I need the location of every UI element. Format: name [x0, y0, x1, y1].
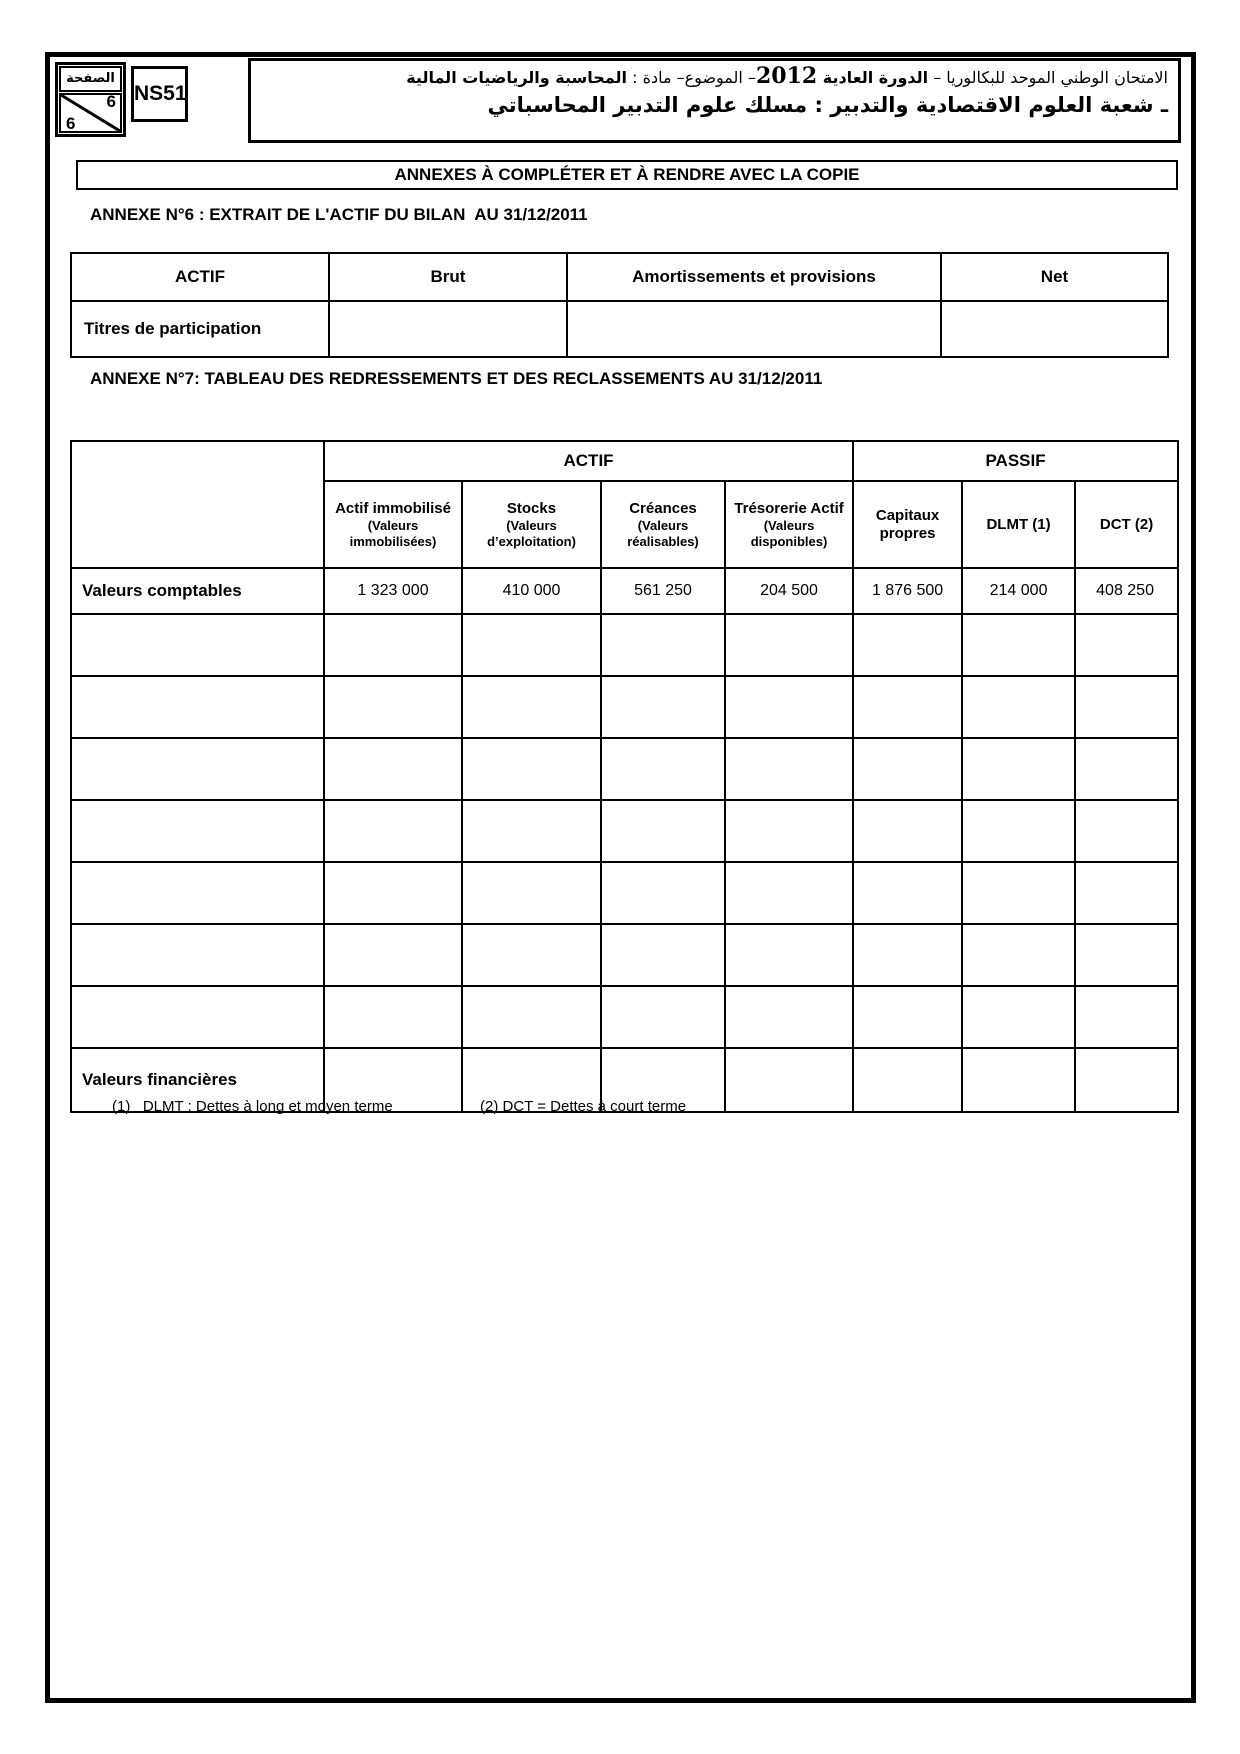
valeurs-comptables-label: Valeurs comptables: [71, 568, 324, 614]
annexe7-empty-row: [71, 800, 1178, 862]
valeurs-financieres-label: Valeurs financières: [71, 1048, 324, 1112]
page-total: 6: [66, 114, 76, 133]
annexe6-table: [70, 252, 1169, 358]
annexe7-valeurs-comptables-row: [71, 568, 1178, 614]
annexe7-col-capitaux-propres: [853, 481, 962, 568]
valeur-stocks: 410 000: [462, 568, 601, 614]
col-main-label: DCT (2): [1099, 515, 1154, 533]
valeur-tresorerie: 204 500: [725, 568, 853, 614]
exam-code: NS51: [134, 82, 187, 105]
annexe7-table: [70, 440, 1179, 1113]
page-number-box: [55, 62, 126, 137]
annexe7-empty-row: [71, 986, 1178, 1048]
annexe7-col-dlmt: [962, 481, 1075, 568]
annexe7-group-header-row: [71, 441, 1178, 481]
annexe6-header-row: [71, 253, 1168, 301]
annexe6-col-net: Net: [941, 253, 1168, 301]
valeur-dct: 408 250: [1075, 568, 1178, 614]
annexe7-col-stocks: [462, 481, 601, 568]
col-sub-label: (Valeurs immobilisées): [349, 517, 437, 549]
annexe7-group-actif: ACTIF: [324, 441, 853, 481]
annexe6-data-row: [71, 301, 1168, 357]
valeur-actif-immobilise: 1 323 000: [324, 568, 462, 614]
exam-code-box: [131, 66, 188, 122]
annexe7-group-passif: PASSIF: [853, 441, 1178, 481]
valeur-capitaux-propres: 1 876 500: [853, 568, 962, 614]
exam-header-line1: [257, 64, 1168, 90]
annexe7-col-creances: [601, 481, 725, 568]
exam-header-line2: ـ شعبة العلوم الاقتصادية والتدبير : مسلك علوم التدبير المحاسباتي: [487, 93, 1168, 117]
exam-name: الامتحان الوطني الموحد للبكالوريا –: [928, 68, 1168, 87]
col-main-label: DLMT (1): [986, 515, 1051, 533]
annexe6-col-brut: Brut: [329, 253, 567, 301]
annexe6-col-amortissements: Amortissements et provisions: [567, 253, 941, 301]
col-sub-label: (Valeurs réalisables): [627, 517, 699, 549]
annexe6-title: ANNEXE N°6 : EXTRAIT DE L'ACTIF DU BILAN AU 31/12/2011: [90, 205, 588, 224]
annexe7-empty-row: [71, 676, 1178, 738]
exam-session: الدورة العادية: [817, 68, 929, 87]
col-sub-label: (Valeurs d’exploitation): [487, 517, 576, 549]
col-main-label: Actif immobilisé: [335, 499, 451, 517]
annexe6-net-cell-empty: [941, 301, 1168, 357]
page-current: 6: [106, 92, 116, 111]
col-main-label: Trésorerie Actif: [734, 499, 844, 517]
exam-subject: المحاسبة والرياضيات المالية: [406, 68, 628, 87]
annexes-banner-text: ANNEXES À COMPLÉTER ET À RENDRE AVEC LA COPIE: [394, 165, 860, 184]
exam-year: 2012: [755, 63, 818, 89]
exam-subject-prefix: – الموضوع– مادة :: [627, 68, 756, 87]
annexe7-empty-row: [71, 862, 1178, 924]
annexe7-title: ANNEXE N°7: TABLEAU DES REDRESSEMENTS ET DES RECLASSEMENTS AU 31/12/2011: [90, 369, 823, 388]
annexe7-col-dct: [1075, 481, 1178, 568]
annexe6-brut-cell-empty: [329, 301, 567, 357]
footnote-dlmt: (1) DLMT : Dettes à long et moyen terme: [112, 1098, 393, 1115]
col-sub-label: (Valeurs disponibles): [750, 517, 828, 549]
footnote-dct: (2) DCT = Dettes à court terme: [480, 1098, 687, 1115]
col-main-label: Créances: [629, 499, 697, 517]
col-main-label: Capitaux propres: [875, 506, 940, 542]
annexe7-corner-cell-empty: [71, 441, 324, 568]
annexe7-col-tresorerie-actif: [725, 481, 853, 568]
annexe6-amortissements-cell-empty: [567, 301, 941, 357]
annexe6-col-actif: ACTIF: [71, 253, 329, 301]
annexe6-row-label: Titres de participation: [71, 301, 329, 357]
exam-header-box: [248, 58, 1181, 143]
col-main-label: Stocks: [506, 499, 557, 517]
annexes-banner: [76, 160, 1178, 190]
page-fraction: [59, 93, 122, 133]
page-label: الصفحة: [59, 66, 122, 92]
valeur-dlmt: 214 000: [962, 568, 1075, 614]
annexe7-empty-row: [71, 738, 1178, 800]
annexe7-empty-row: [71, 924, 1178, 986]
valeur-creances: 561 250: [601, 568, 725, 614]
annexe7-col-actif-immobilise: [324, 481, 462, 568]
annexe7-empty-row: [71, 614, 1178, 676]
